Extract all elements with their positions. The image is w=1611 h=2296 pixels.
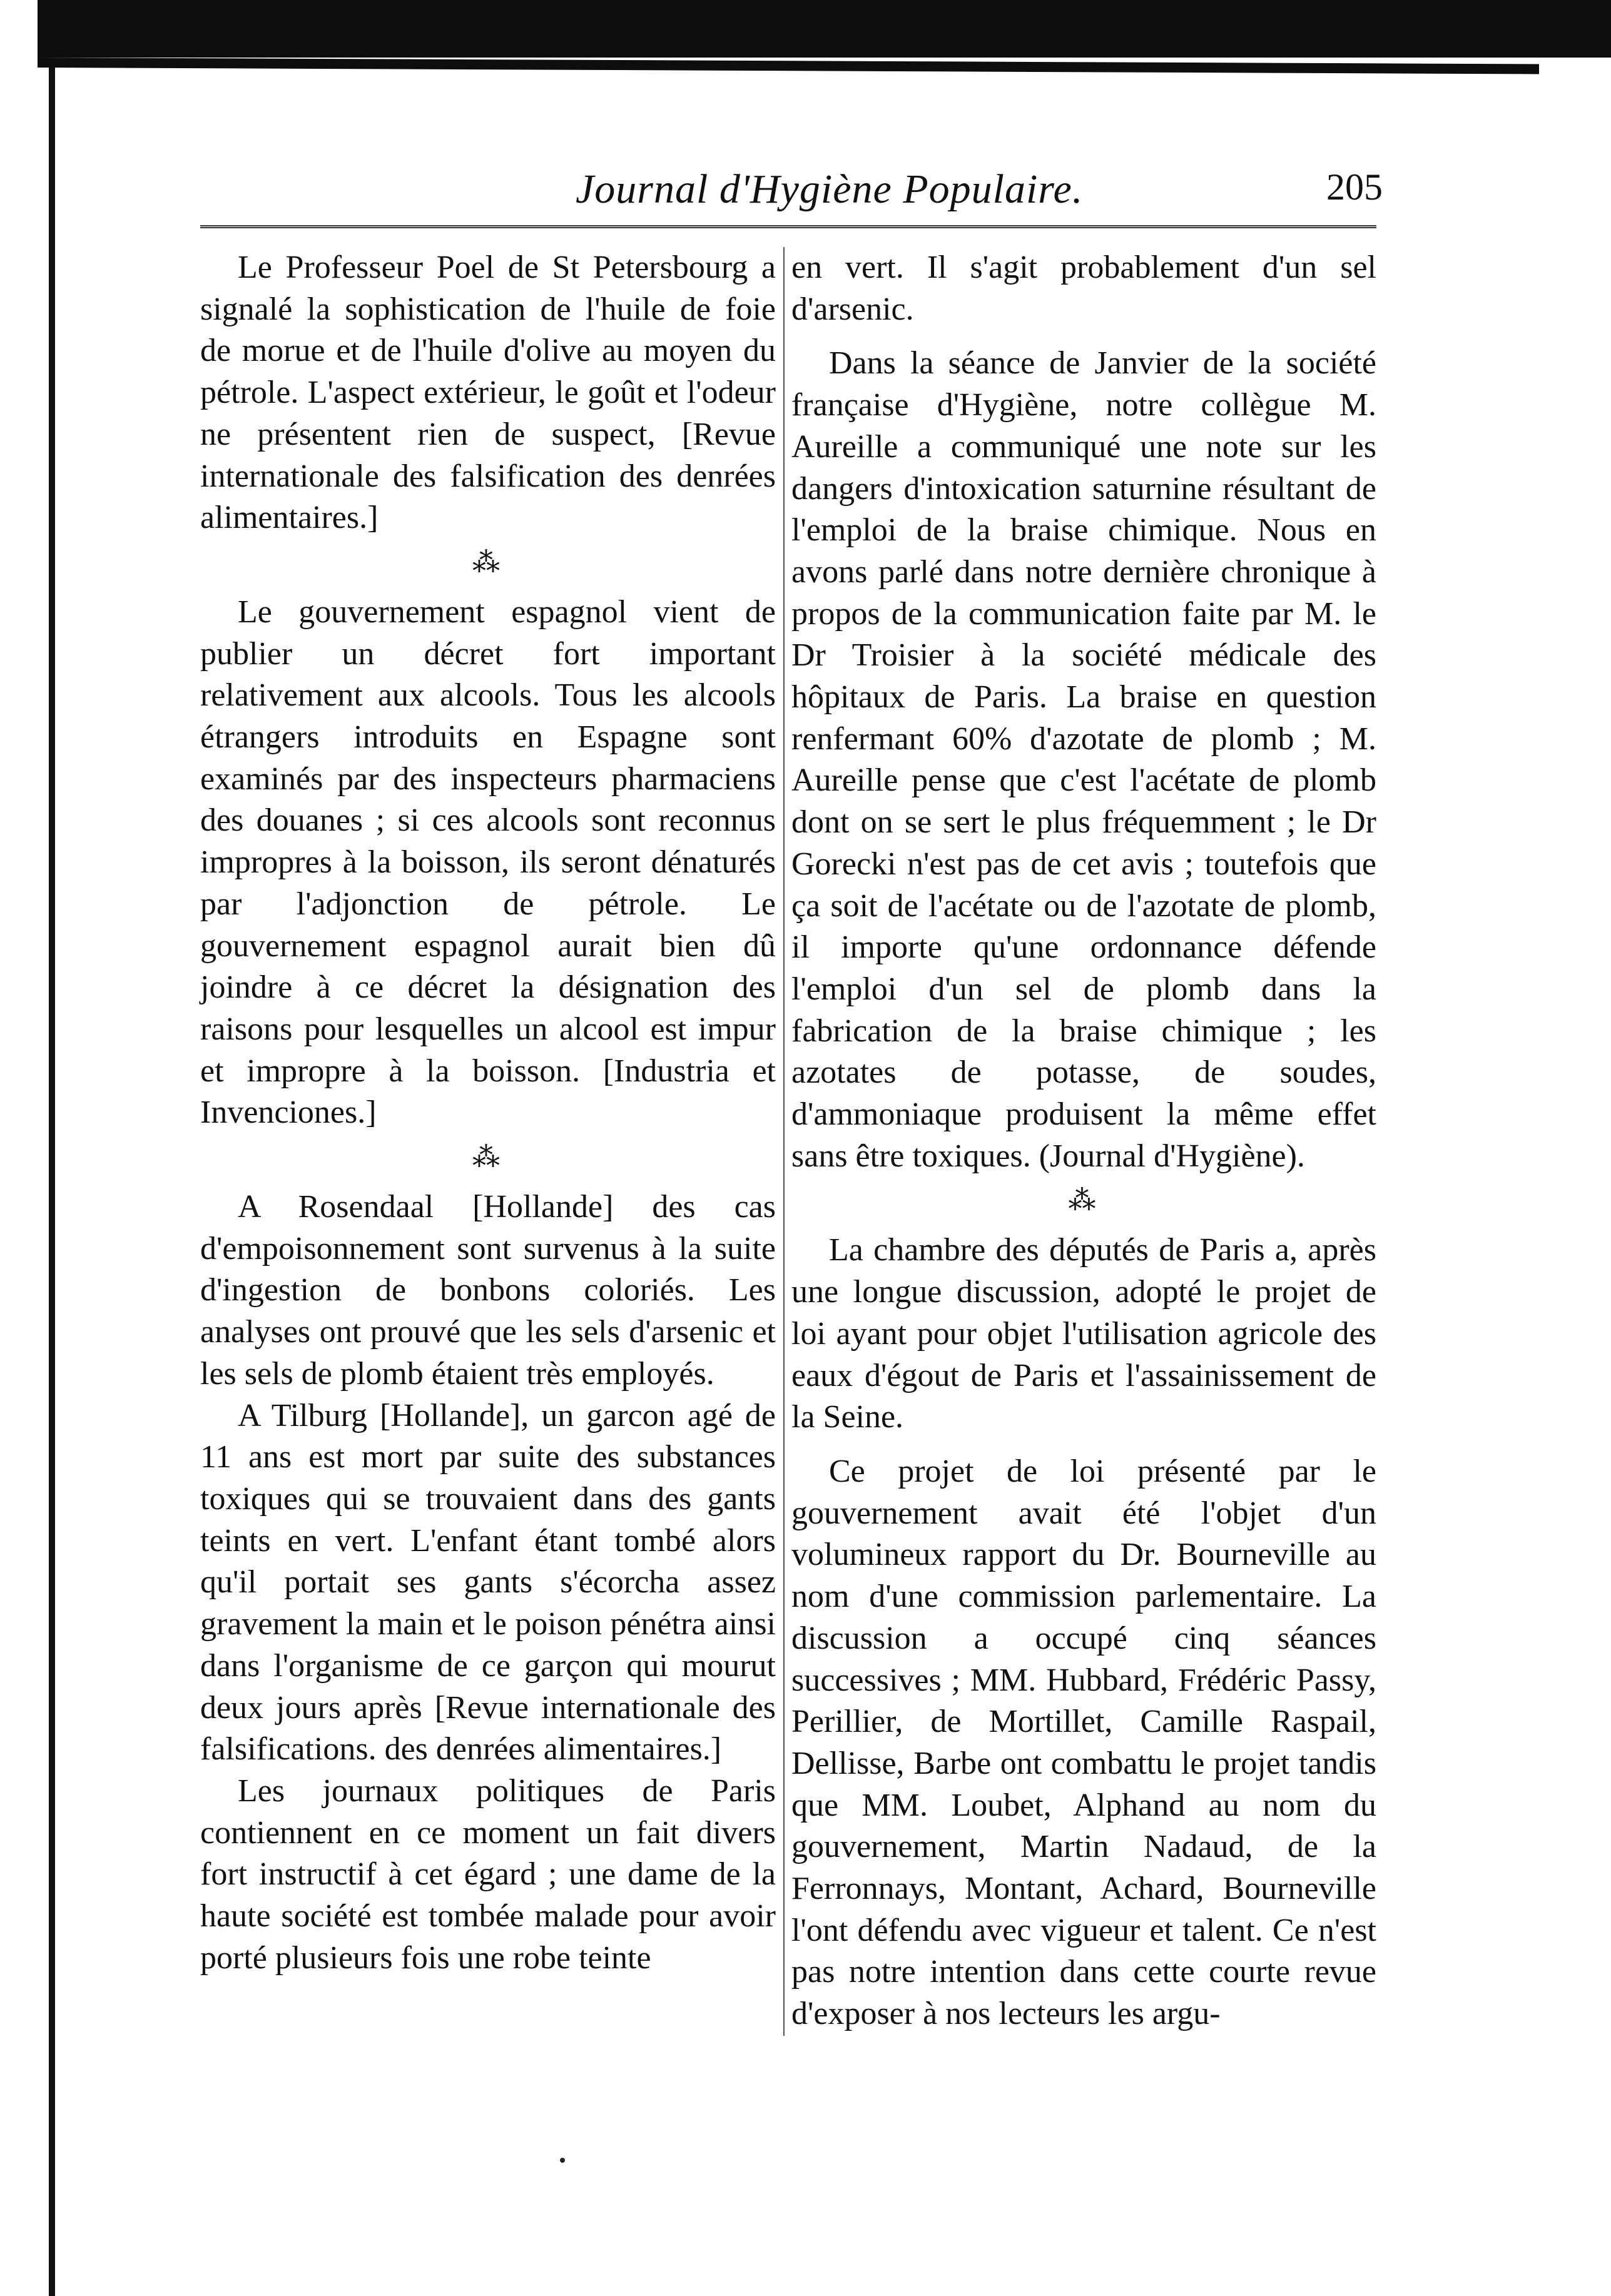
scan-speck — [560, 2158, 565, 2163]
paragraph-projet: Ce projet de loi présenté par le gouvernement avait été l'objet d'un volumineux rapport du Dr. Bourneville au nom d'une commission parlementaire. La discussion a occupé cinq séances successives ; MM. Hubbard, Frédéric Passy, Perillier, de Mortillet, Camille Raspail, Dellisse, Barbe ont combattu le projet tandis que MM. Loubet, Alphand au nom du gouvernement, Martin Nadaud, de la Ferronnays, Montant, Achard, Bourneville l'ont défendu avec vigueur et talent. Ce n'est pas notre intention dans cette courte revue d'exposer à nos lecteurs les argu- — [791, 1453, 1376, 2032]
scan-left-border — [49, 68, 55, 2296]
paragraph-continuation: en vert. Il s'agit probablement d'un sel d'arsenic. — [791, 250, 1376, 327]
header-rule — [200, 225, 1376, 228]
section-separator: ⁂ — [1068, 1185, 1100, 1216]
paragraph-aureille: Dans la séance de Janvier de la société française d'Hygiène, notre collègue M. Aureille a communiqué une note sur les dangers d'intoxication saturnine résultant de l'emploi de la braise chimique. Nous en avons parlé dans notre dernière chronique à propos de la communication faite par M. le Dr Troisier à la société médicale des hôpitaux de Paris. La braise en question renfermant 60% d'azotate de plomb ; M. Aureille pense que c'est l'acétate de plomb dont on se sert le plus fréquemment ; le Dr Gorecki n'est pas de cet avis ; toutefois que ça soit de l'acétate ou de l'azotate de plomb, il importe qu'une ordonnance défende l'emploi d'un sel de plomb dans la fabrication de la braise chimique ; les azotates de potasse, de soudes, d'ammoniaque produisent la même effet sans être toxiques. (Journal d'Hygiène). — [791, 345, 1376, 1174]
column-divider — [783, 247, 785, 2036]
paragraph-espagne: Le gouvernement espagnol vient de publier un décret fort important relativement aux alcools. Tous les alcools étrangers introduits en Espagne sont examinés par des inspecteurs pharmaciens des douanes ; si ces alcools sont reconnus impropres à la boisson, ils seront dénaturés par l'adjonction de pétrole. Le gouvernement espagnol aurait bien dû joindre à ce décret la désignation des raisons pour lesquelles un alcool est impur et impropre à la boisson. [Industria et Invenciones.] — [200, 594, 776, 1131]
paragraph-rosendaal: A Rosendaal [Hollande] des cas d'empoisonnement sont survenus à la suite d'ingestion de bonbons coloriés. Les analyses ont prouvé que les sels d'arsenic et les sels de plomb étaient très employés. — [200, 1189, 776, 1392]
section-separator: ⁂ — [472, 1142, 504, 1173]
paragraph-chambre: La chambre des députés de Paris a, après une longue discussion, adopté le projet de loi ayant pour objet l'utilisation agricole des eaux d'égout de Paris et l'assainissement de la Seine. — [791, 1232, 1376, 1435]
paragraph-poel: Le Professeur Poel de St Petersbourg a signalé la sophistication de l'huile de foie de morue et de l'huile d'olive au moyen du pétrole. L'aspect extérieur, le goût et l'odeur ne présentent rien de suspect, [Revue internationale des falsification des denrées alimentaires.] — [200, 250, 776, 536]
page-header — [200, 166, 1420, 216]
left-column — [200, 247, 776, 1979]
paragraph-tilburg: A Tilburg [Hollande], un garcon agé de 11 ans est mort par suite des substances toxiques qui se trouvaient dans des gants teints en vert. L'enfant étant tombé alors qu'il portait ses gants s'écorcha assez gravement la main et le poison pénétra ainsi dans l'organisme de ce garçon qui mourut deux jours après [Revue internationale des falsifications. des denrées alimentaires.] — [200, 1397, 776, 1768]
section-separator: ⁂ — [472, 547, 504, 578]
running-title: Journal d'Hygiène Populaire. — [576, 166, 1084, 212]
paragraph-journaux: Les journaux politiques de Paris contiennent en ce moment un fait divers fort instructif à cet égard ; une dame de la haute société est tombée malade pour avoir porté plusieurs fois une robe teinte — [200, 1773, 776, 1976]
right-column — [791, 247, 1376, 2035]
page-number: 205 — [1326, 166, 1383, 208]
scan-top-border-edge — [38, 58, 1539, 74]
scan-top-border — [38, 0, 1611, 58]
